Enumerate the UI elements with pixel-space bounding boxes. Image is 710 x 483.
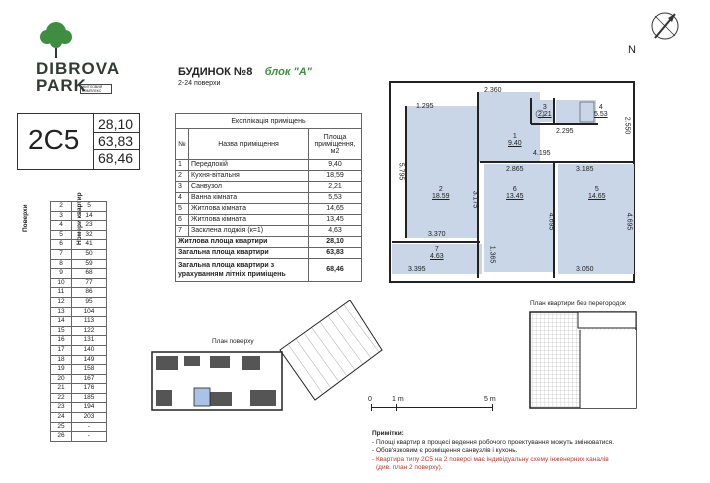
row-area: 14,65: [309, 204, 362, 215]
row-num: 5: [176, 204, 189, 215]
floor-number: 6: [51, 240, 72, 250]
table-row: [176, 182, 362, 193]
total-label: Загальна площа квартири з урахуванням літніх приміщень: [176, 259, 309, 282]
spec-table: [175, 113, 362, 282]
row-area: 18,59: [309, 171, 362, 182]
room-number: 3: [542, 104, 547, 111]
table-row: [51, 384, 107, 394]
dim-label: 2.295: [556, 128, 574, 135]
apartment-number: 41: [72, 240, 107, 250]
building-header: [178, 62, 312, 80]
floor-number: 12: [51, 297, 72, 307]
floor-number: 16: [51, 336, 72, 346]
apartment-number: 86: [72, 288, 107, 298]
room-area: 18.59: [432, 193, 450, 200]
floor-number: 21: [51, 384, 72, 394]
floor-plan-drawing: [150, 300, 385, 415]
scale-tick: [492, 404, 493, 411]
apartment-number: 194: [72, 403, 107, 413]
apartment-type-box: [17, 113, 140, 170]
table-row: [51, 288, 107, 298]
floors-table-wrap: [50, 201, 107, 442]
room-area: 4.63: [430, 253, 444, 260]
room-number: 5: [594, 186, 599, 193]
brand-name-2: PARK: [36, 76, 87, 95]
scale-zero: 0: [368, 396, 372, 403]
living-area-value: 28,10: [98, 116, 134, 132]
apartment-number: 140: [72, 345, 107, 355]
apartment-number: 113: [72, 317, 107, 327]
table-row: [51, 202, 107, 212]
floor-number: 23: [51, 403, 72, 413]
apartment-number: 59: [72, 259, 107, 269]
plan-no-walls-title: План квартири без перегородок: [530, 300, 626, 307]
total-value: 63,83: [309, 248, 362, 259]
apartment-number: 122: [72, 326, 107, 336]
total-row: [176, 237, 362, 248]
apartment-number: 14: [72, 211, 107, 221]
floor-number: 19: [51, 365, 72, 375]
floor-number: 3: [51, 211, 72, 221]
table-row: [51, 345, 107, 355]
table-row: [51, 211, 107, 221]
scale-five: 5 m: [484, 396, 496, 403]
floor-number: 24: [51, 413, 72, 423]
table-row: [51, 355, 107, 365]
row-name: Кухня-вітальня: [189, 171, 309, 182]
table-row: [51, 365, 107, 375]
table-row: [51, 259, 107, 269]
floor-number: 15: [51, 326, 72, 336]
row-area: 9,40: [309, 160, 362, 171]
apartment-number: 68: [72, 269, 107, 279]
room-area: 9.40: [508, 140, 522, 147]
table-row: [51, 240, 107, 250]
room-number: 6: [512, 186, 517, 193]
floor-plan-title: План поверху: [212, 338, 254, 345]
floor-number: 17: [51, 345, 72, 355]
row-name: Передпокій: [189, 160, 309, 171]
dim-label: 4.195: [533, 150, 551, 157]
dim-label: 3.370: [428, 231, 446, 238]
row-area: 5,53: [309, 193, 362, 204]
floor-number: 20: [51, 374, 72, 384]
room-area: 13.45: [506, 193, 524, 200]
floors-table: [50, 201, 107, 442]
apartment-number: 23: [72, 221, 107, 231]
dim-label: 3.175: [471, 190, 479, 209]
room-1-label: [508, 133, 522, 147]
apartment-number: 185: [72, 393, 107, 403]
table-row: [176, 204, 362, 215]
total-label: Загальна площа квартири: [176, 248, 309, 259]
scale-tick: [371, 404, 372, 411]
table-row: [51, 403, 107, 413]
table-row: [176, 160, 362, 171]
scale-line: [371, 407, 493, 408]
table-row: [51, 393, 107, 403]
room-area: 14.65: [588, 193, 606, 200]
building-title: БУДИНОК №8: [178, 66, 253, 78]
plan-no-walls-drawing: [528, 310, 638, 410]
table-row: [176, 193, 362, 204]
brand-logo: [30, 18, 120, 98]
notes: [372, 430, 702, 473]
dim-label: 2.360: [484, 87, 502, 94]
row-num: 1: [176, 160, 189, 171]
compass: [628, 6, 690, 58]
divider: [93, 149, 139, 150]
apartment-number: 167: [72, 374, 107, 384]
floor-number: 7: [51, 249, 72, 259]
compass-icon: [644, 6, 686, 46]
table-row: [51, 230, 107, 240]
table-row: [51, 336, 107, 346]
scale-bar: [368, 398, 498, 418]
apartment-number: 50: [72, 249, 107, 259]
row-area: 4,63: [309, 226, 362, 237]
floor-number: 18: [51, 355, 72, 365]
spec-table-wrap: [175, 113, 362, 282]
divider: [93, 132, 139, 133]
room-area: 2.21: [538, 111, 552, 118]
apartment-number: 95: [72, 297, 107, 307]
floor-number: 25: [51, 422, 72, 432]
row-area: 2,21: [309, 182, 362, 193]
apartment-number: -: [72, 432, 107, 442]
dim-label: 1.295: [416, 103, 434, 110]
apartment-number: 176: [72, 384, 107, 394]
row-name: Житлова кімната: [189, 204, 309, 215]
table-row: [51, 221, 107, 231]
notes-title: Примітки:: [372, 430, 404, 437]
floor-number: 26: [51, 432, 72, 442]
apartment-number: 5: [72, 202, 107, 212]
row-num: 7: [176, 226, 189, 237]
apartment-number: 32: [72, 230, 107, 240]
dim-label: 1.365: [488, 245, 496, 264]
row-num: 3: [176, 182, 189, 193]
apartment-number: -: [72, 422, 107, 432]
spec-caption: Експлікація приміщень: [176, 114, 362, 129]
floor-number: 9: [51, 269, 72, 279]
total-label: Житлова площа квартири: [176, 237, 309, 248]
dim-label: 2.550: [623, 116, 631, 135]
total-area-value: 63,83: [98, 133, 134, 149]
room-2-label: [432, 186, 450, 200]
table-row: [51, 413, 107, 423]
dim-label: 3.185: [576, 166, 594, 173]
total-row: [176, 259, 362, 282]
apartments-label: Номери квартир: [76, 192, 83, 245]
row-area: 13,45: [309, 215, 362, 226]
spec-header-name: Назва приміщення: [189, 129, 309, 160]
apartment-number: 77: [72, 278, 107, 288]
apartment-number: 131: [72, 336, 107, 346]
table-row: [176, 215, 362, 226]
table-row: [51, 432, 107, 442]
row-num: 6: [176, 215, 189, 226]
row-num: 4: [176, 193, 189, 204]
row-name: Засклена лоджія (к=1): [189, 226, 309, 237]
apartment-number: 149: [72, 355, 107, 365]
floor-number: 2: [51, 202, 72, 212]
apartment-number: 203: [72, 413, 107, 423]
floor-number: 10: [51, 278, 72, 288]
table-row: [51, 374, 107, 384]
table-row: [51, 326, 107, 336]
dim-label: 4.695: [547, 212, 555, 231]
table-row: [51, 249, 107, 259]
row-num: 2: [176, 171, 189, 182]
spec-header-area: Площа приміщення, м2: [309, 129, 362, 160]
floors-label: Поверхи: [22, 204, 29, 232]
room-number: 7: [434, 246, 439, 253]
building-floors: 2-24 поверхи: [178, 80, 221, 87]
spec-header-num: №: [176, 129, 189, 160]
dim-label: 2.865: [506, 166, 524, 173]
apartment-plan: [388, 78, 638, 288]
dim-label: 3.050: [576, 266, 594, 273]
room-5-label: [588, 186, 606, 200]
room-4-label: [594, 104, 608, 118]
floor-number: 14: [51, 317, 72, 327]
brand-subtitle: ЖИТЛОВИЙ КОМПЛЕКС: [80, 84, 112, 94]
floor-number: 5: [51, 230, 72, 240]
plan-no-walls: [528, 310, 638, 410]
room-number: 4: [598, 104, 603, 111]
total-value: 28,10: [309, 237, 362, 248]
total-value: 68,46: [309, 259, 362, 282]
brand-name-1: DIBROVA: [36, 59, 121, 78]
room-6-label: [506, 186, 524, 200]
room-area: 5.53: [594, 111, 608, 118]
floor-number: 4: [51, 221, 72, 231]
north-label: N: [628, 44, 636, 56]
room-3-label: [538, 104, 552, 118]
floor-plan: [150, 300, 385, 415]
floor-number: 13: [51, 307, 72, 317]
scale-tick: [396, 404, 397, 411]
apartment-type: 2C5: [28, 124, 80, 155]
total-row: [176, 248, 362, 259]
room-number: 2: [438, 186, 443, 193]
row-name: Санвузол: [189, 182, 309, 193]
note-item-red-2: (див. план 2 поверху).: [376, 464, 443, 471]
apartment-number: 104: [72, 307, 107, 317]
room-7-label: [430, 246, 444, 260]
table-row: [176, 226, 362, 237]
table-row: [51, 317, 107, 327]
table-row: [51, 269, 107, 279]
building-block: блок "А": [264, 66, 312, 78]
dim-label: 3.395: [408, 266, 426, 273]
table-row: [176, 171, 362, 182]
table-row: [51, 297, 107, 307]
floor-number: 22: [51, 393, 72, 403]
room-number: 1: [512, 133, 517, 140]
table-row: [51, 307, 107, 317]
dim-label: 4.695: [625, 212, 633, 231]
row-name: Ванна кімната: [189, 193, 309, 204]
tree-icon: [36, 18, 76, 60]
scale-one: 1 m: [392, 396, 404, 403]
row-name: Житлова кімната: [189, 215, 309, 226]
note-item: - Площі квартир в процесі ведення робочого проектування можуть змінюватися.: [372, 438, 615, 446]
floor-number: 11: [51, 288, 72, 298]
table-row: [51, 278, 107, 288]
apartment-number: 158: [72, 365, 107, 375]
table-row: [51, 422, 107, 432]
dim-label: 5.795: [397, 162, 405, 181]
total-with-summer-value: 68,46: [98, 150, 134, 166]
floor-number: 8: [51, 259, 72, 269]
divider: [93, 114, 94, 169]
note-item: - Обов'язковим є розміщення санвузлів і кухонь.: [372, 447, 518, 454]
note-item-red: - Квартира типу 2С5 на 2 поверсі має індивідуальну схему інженерних каналів: [372, 455, 609, 463]
